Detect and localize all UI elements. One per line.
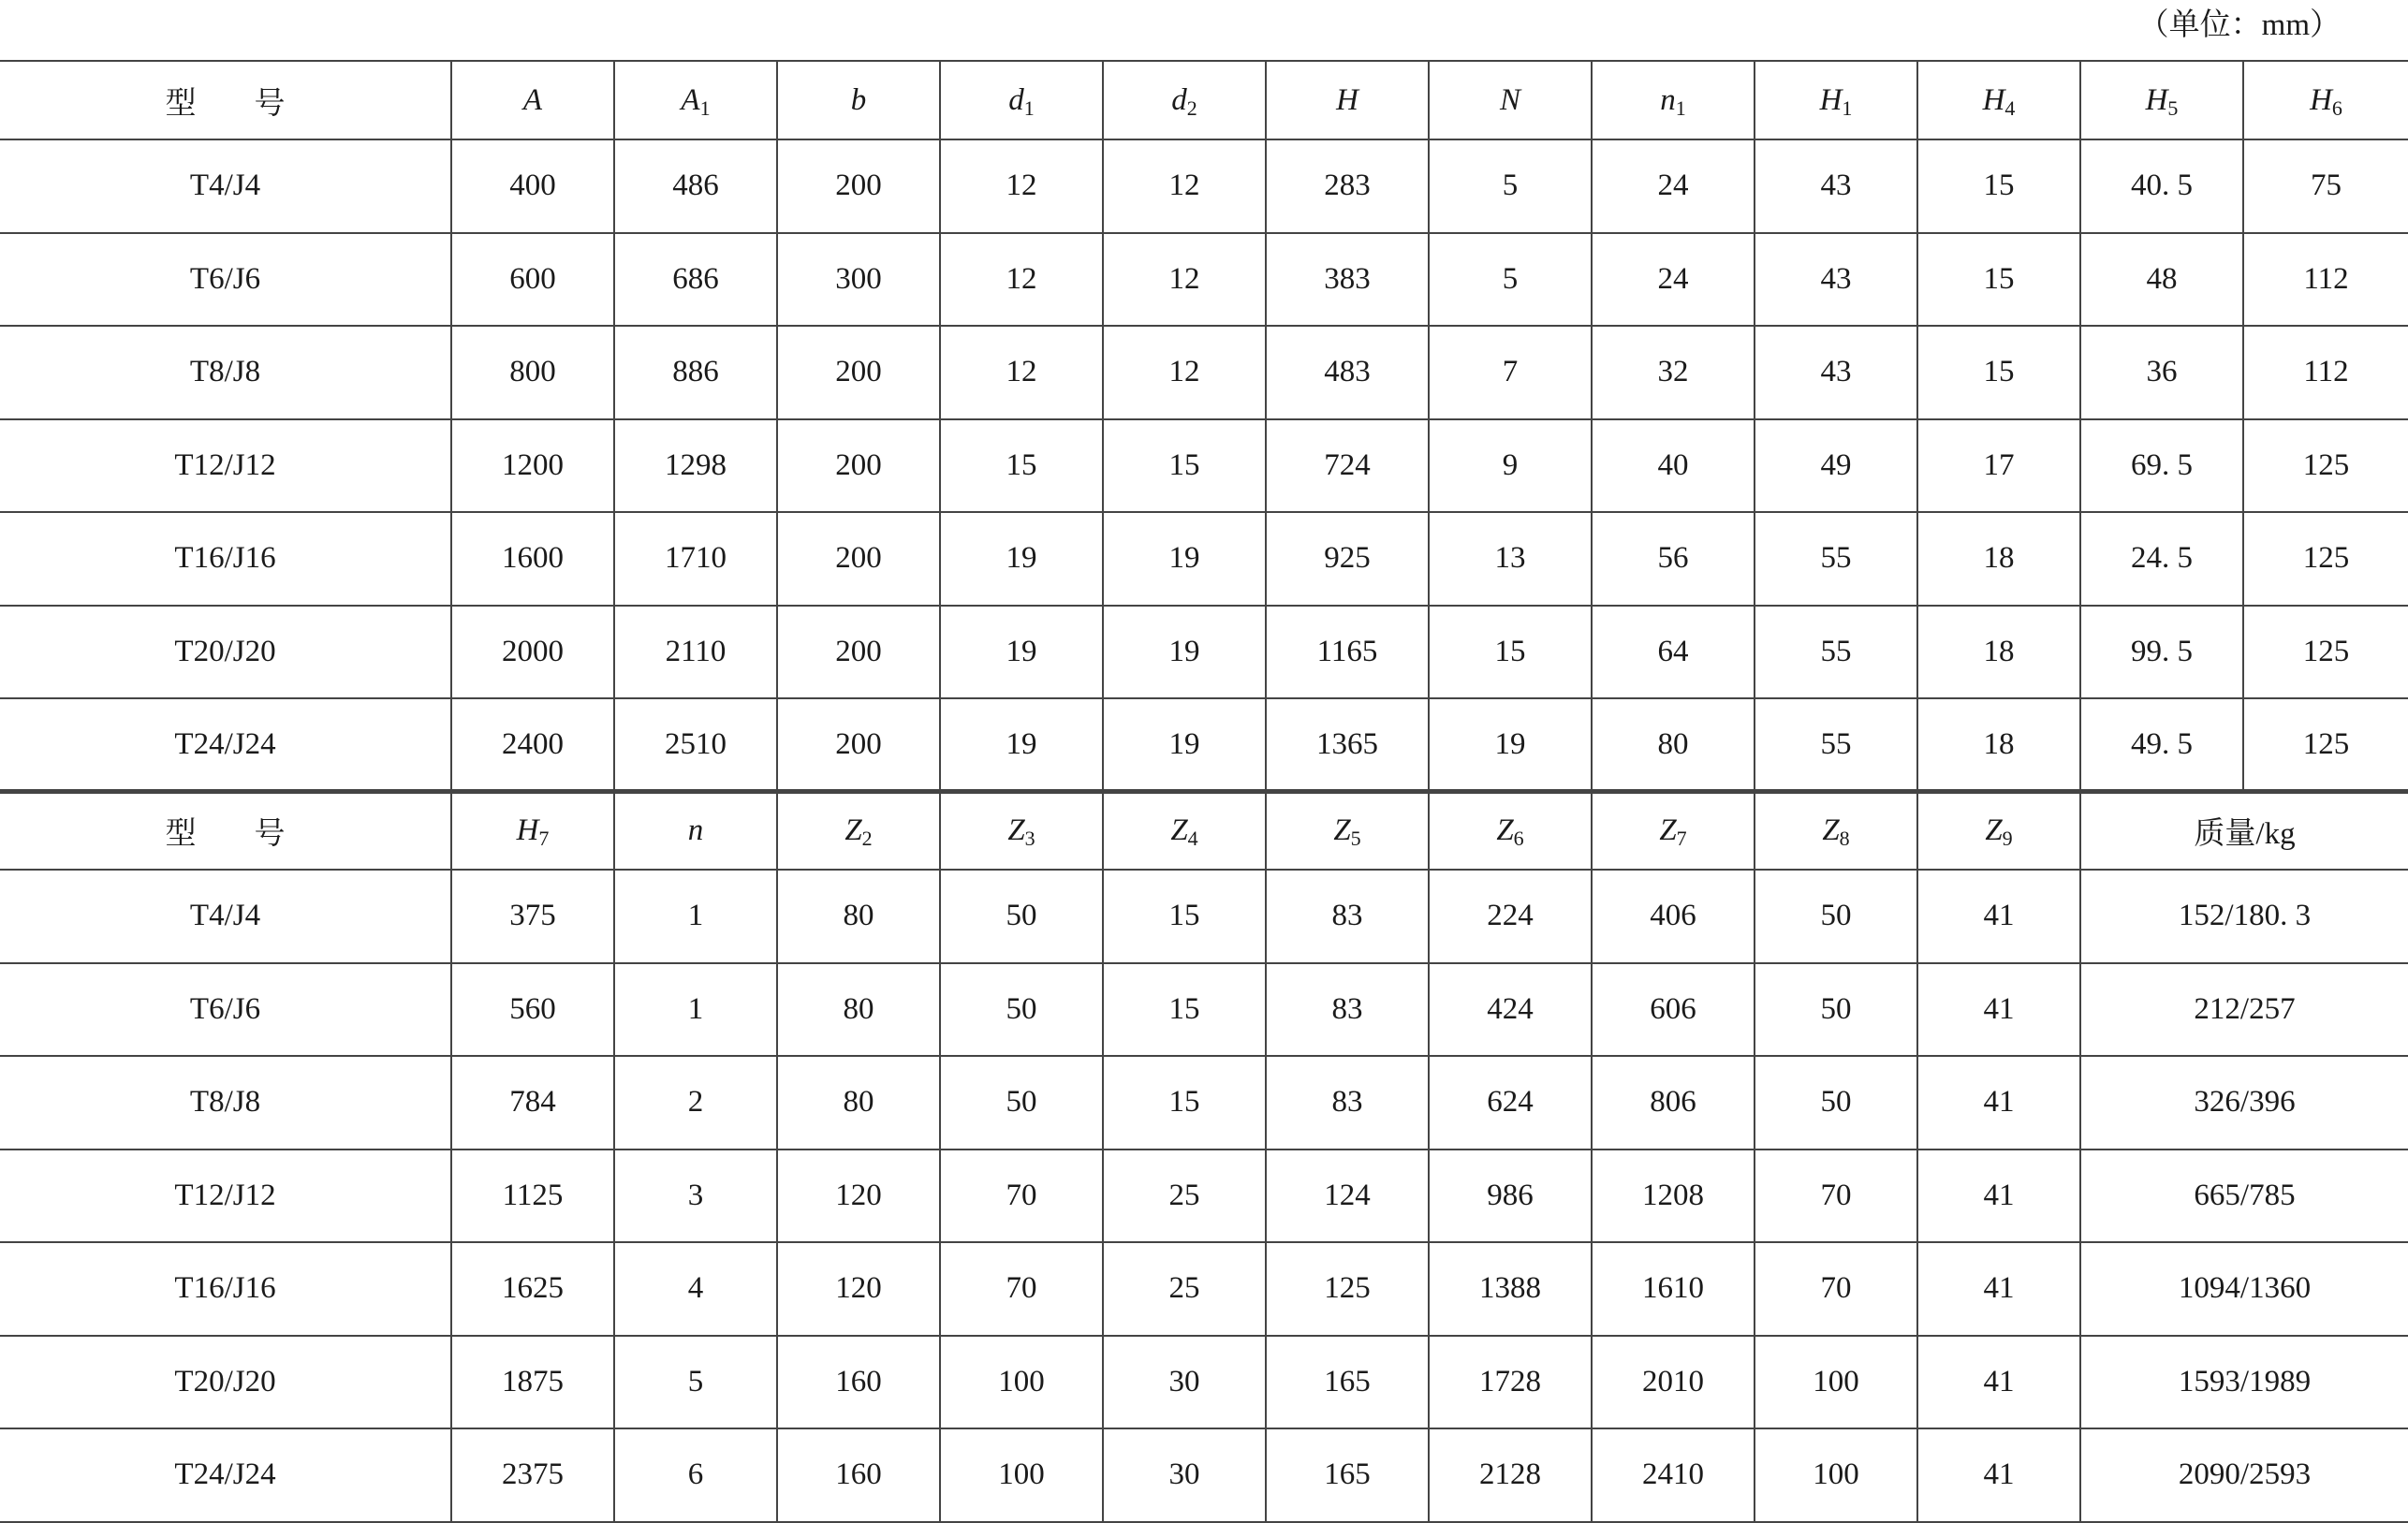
value-cell: 2090/2593 — [2080, 1428, 2408, 1522]
value-cell: 125 — [2243, 698, 2408, 792]
model-cell: T20/J20 — [0, 1336, 451, 1429]
value-cell: 200 — [777, 139, 940, 233]
value-cell: 15 — [1917, 139, 2080, 233]
column-header — [1429, 791, 1592, 870]
value-cell: 83 — [1266, 963, 1429, 1057]
value-cell: 69. 5 — [2080, 419, 2243, 513]
header-symbol: Z — [1985, 813, 2003, 847]
value-cell: 1 — [614, 963, 777, 1057]
column-header — [1592, 61, 1755, 139]
value-cell: 100 — [940, 1428, 1103, 1522]
value-cell: 50 — [1755, 963, 1917, 1057]
value-cell: 83 — [1266, 870, 1429, 963]
model-cell: T8/J8 — [0, 326, 451, 419]
value-cell: 80 — [1592, 698, 1755, 792]
value-cell: 13 — [1429, 512, 1592, 606]
column-header — [1266, 61, 1429, 139]
value-cell: 15 — [1917, 233, 2080, 327]
value-cell: 25 — [1103, 1242, 1266, 1336]
mass-column-header: 质量/kg — [2080, 791, 2408, 870]
value-cell: 19 — [940, 512, 1103, 606]
table-row — [0, 326, 2408, 419]
value-cell: 41 — [1917, 1242, 2080, 1336]
value-cell: 2510 — [614, 698, 777, 792]
value-cell: 152/180. 3 — [2080, 870, 2408, 963]
header-subscript: 7 — [538, 826, 550, 850]
value-cell: 200 — [777, 606, 940, 699]
value-cell: 50 — [1755, 1056, 1917, 1150]
header-symbol: d — [1171, 82, 1187, 117]
value-cell: 40. 5 — [2080, 139, 2243, 233]
value-cell: 18 — [1917, 698, 2080, 792]
value-cell: 160 — [777, 1336, 940, 1429]
column-header — [1755, 61, 1917, 139]
value-cell: 41 — [1917, 1336, 2080, 1429]
header-symbol: A — [522, 82, 543, 117]
value-cell: 1600 — [451, 512, 614, 606]
model-cell: T20/J20 — [0, 606, 451, 699]
value-cell: 2375 — [451, 1428, 614, 1522]
header-subscript: 1 — [1842, 95, 1853, 120]
value-cell: 125 — [2243, 419, 2408, 513]
model-column-header — [0, 791, 451, 870]
value-cell: 212/257 — [2080, 963, 2408, 1057]
model-header-char-1: 型 — [165, 816, 197, 851]
header-subscript: 1 — [699, 95, 711, 120]
column-header — [451, 791, 614, 870]
value-cell: 1728 — [1429, 1336, 1592, 1429]
value-cell: 300 — [777, 233, 940, 327]
value-cell: 55 — [1755, 606, 1917, 699]
value-cell: 925 — [1266, 512, 1429, 606]
column-header — [614, 791, 777, 870]
value-cell: 600 — [451, 233, 614, 327]
value-cell: 75 — [2243, 139, 2408, 233]
column-header — [2080, 61, 2243, 139]
value-cell: 806 — [1592, 1056, 1755, 1150]
header-symbol: H — [1819, 82, 1843, 117]
value-cell: 43 — [1755, 233, 1917, 327]
model-cell: T24/J24 — [0, 698, 451, 792]
column-header — [1266, 791, 1429, 870]
table-row — [0, 963, 2408, 1057]
value-cell: 483 — [1266, 326, 1429, 419]
value-cell: 1125 — [451, 1150, 614, 1243]
value-cell: 25 — [1103, 1150, 1266, 1243]
header-subscript: 5 — [1350, 826, 1361, 850]
value-cell: 70 — [940, 1150, 1103, 1243]
header-symbol: H — [2310, 82, 2332, 117]
column-header — [1429, 61, 1592, 139]
header-symbol: b — [850, 82, 867, 117]
header-subscript: 1 — [1675, 95, 1686, 120]
value-cell: 5 — [614, 1336, 777, 1429]
model-cell: T4/J4 — [0, 139, 451, 233]
value-cell: 30 — [1103, 1336, 1266, 1429]
value-cell: 41 — [1917, 1056, 2080, 1150]
value-cell: 70 — [1755, 1242, 1917, 1336]
value-cell: 986 — [1429, 1150, 1592, 1243]
value-cell: 15 — [1103, 870, 1266, 963]
table-row — [0, 1056, 2408, 1150]
value-cell: 41 — [1917, 1428, 2080, 1522]
value-cell: 125 — [2243, 512, 2408, 606]
value-cell: 41 — [1917, 963, 2080, 1057]
value-cell: 48 — [2080, 233, 2243, 327]
column-header — [451, 61, 614, 139]
value-cell: 17 — [1917, 419, 2080, 513]
value-cell: 200 — [777, 326, 940, 419]
column-header — [940, 791, 1103, 870]
table-row — [0, 139, 2408, 233]
value-cell: 41 — [1917, 1150, 2080, 1243]
value-cell: 165 — [1266, 1336, 1429, 1429]
value-cell: 112 — [2243, 233, 2408, 327]
value-cell: 2128 — [1429, 1428, 1592, 1522]
model-cell: T24/J24 — [0, 1428, 451, 1522]
value-cell: 3 — [614, 1150, 777, 1243]
value-cell: 100 — [1755, 1336, 1917, 1429]
value-cell: 12 — [1103, 233, 1266, 327]
value-cell: 686 — [614, 233, 777, 327]
model-header-char-2: 号 — [254, 816, 286, 851]
column-header — [940, 61, 1103, 139]
value-cell: 9 — [1429, 419, 1592, 513]
value-cell: 1875 — [451, 1336, 614, 1429]
value-cell: 1094/1360 — [2080, 1242, 2408, 1336]
value-cell: 15 — [1917, 326, 2080, 419]
table-row — [0, 1428, 2408, 1522]
header-symbol: Z — [1170, 813, 1188, 847]
value-cell: 2410 — [1592, 1428, 1755, 1522]
unit-note: （单位：mm） — [2137, 8, 2341, 42]
value-cell: 375 — [451, 870, 614, 963]
value-cell: 24 — [1592, 139, 1755, 233]
value-cell: 6 — [614, 1428, 777, 1522]
header-row — [0, 791, 2408, 870]
value-cell: 7 — [1429, 326, 1592, 419]
header-subscript: 5 — [2167, 95, 2179, 120]
value-cell: 406 — [1592, 870, 1755, 963]
value-cell: 1165 — [1266, 606, 1429, 699]
header-symbol: H — [516, 813, 539, 847]
value-cell: 283 — [1266, 139, 1429, 233]
value-cell: 2010 — [1592, 1336, 1755, 1429]
value-cell: 724 — [1266, 419, 1429, 513]
dimension-table-top — [0, 60, 2408, 794]
header-symbol: H — [1982, 82, 2005, 117]
value-cell: 70 — [1755, 1150, 1917, 1243]
value-cell: 12 — [1103, 139, 1266, 233]
value-cell: 120 — [777, 1150, 940, 1243]
model-cell: T8/J8 — [0, 1056, 451, 1150]
value-cell: 80 — [777, 963, 940, 1057]
value-cell: 125 — [2243, 606, 2408, 699]
value-cell: 50 — [1755, 870, 1917, 963]
value-cell: 15 — [1429, 606, 1592, 699]
value-cell: 80 — [777, 870, 940, 963]
column-header — [777, 61, 940, 139]
value-cell: 200 — [777, 419, 940, 513]
value-cell: 15 — [1103, 1056, 1266, 1150]
value-cell: 55 — [1755, 698, 1917, 792]
value-cell: 2000 — [451, 606, 614, 699]
value-cell: 1 — [614, 870, 777, 963]
value-cell: 200 — [777, 698, 940, 792]
value-cell: 5 — [1429, 233, 1592, 327]
header-symbol: n — [1660, 82, 1676, 117]
header-symbol: Z — [1007, 813, 1025, 847]
value-cell: 1208 — [1592, 1150, 1755, 1243]
model-column-header — [0, 61, 451, 139]
value-cell: 2400 — [451, 698, 614, 792]
value-cell: 112 — [2243, 326, 2408, 419]
value-cell: 12 — [1103, 326, 1266, 419]
value-cell: 50 — [940, 963, 1103, 1057]
value-cell: 1298 — [614, 419, 777, 513]
value-cell: 19 — [1429, 698, 1592, 792]
value-cell: 12 — [940, 233, 1103, 327]
header-subscript: 8 — [1839, 826, 1850, 850]
value-cell: 19 — [1103, 512, 1266, 606]
value-cell: 1593/1989 — [2080, 1336, 2408, 1429]
table-row — [0, 1242, 2408, 1336]
column-header — [777, 791, 940, 870]
value-cell: 124 — [1266, 1150, 1429, 1243]
value-cell: 2110 — [614, 606, 777, 699]
model-cell: T16/J16 — [0, 512, 451, 606]
value-cell: 784 — [451, 1056, 614, 1150]
header-symbol: H — [1336, 82, 1358, 117]
header-subscript: 1 — [1023, 95, 1035, 120]
value-cell: 49. 5 — [2080, 698, 2243, 792]
column-header — [614, 61, 777, 139]
value-cell: 1625 — [451, 1242, 614, 1336]
table-row — [0, 870, 2408, 963]
value-cell: 1365 — [1266, 698, 1429, 792]
header-symbol: N — [1499, 82, 1520, 117]
model-header-char-2: 号 — [254, 86, 286, 121]
value-cell: 125 — [1266, 1242, 1429, 1336]
value-cell: 15 — [1103, 963, 1266, 1057]
header-subscript: 6 — [2331, 95, 2342, 120]
value-cell: 40 — [1592, 419, 1755, 513]
header-symbol: d — [1008, 82, 1024, 117]
value-cell: 50 — [940, 1056, 1103, 1150]
header-symbol: Z — [844, 813, 862, 847]
value-cell: 83 — [1266, 1056, 1429, 1150]
value-cell: 1200 — [451, 419, 614, 513]
header-row — [0, 61, 2408, 139]
header-symbol: Z — [1659, 813, 1677, 847]
value-cell: 165 — [1266, 1428, 1429, 1522]
model-cell: T6/J6 — [0, 233, 451, 327]
table-row — [0, 1150, 2408, 1243]
value-cell: 55 — [1755, 512, 1917, 606]
value-cell: 2 — [614, 1056, 777, 1150]
value-cell: 15 — [1103, 419, 1266, 513]
value-cell: 18 — [1917, 512, 2080, 606]
header-symbol: Z — [1333, 813, 1351, 847]
value-cell: 160 — [777, 1428, 940, 1522]
column-header — [1917, 791, 2080, 870]
value-cell: 19 — [940, 606, 1103, 699]
value-cell: 49 — [1755, 419, 1917, 513]
value-cell: 326/396 — [2080, 1056, 2408, 1150]
value-cell: 19 — [1103, 698, 1266, 792]
value-cell: 24. 5 — [2080, 512, 2243, 606]
header-symbol: Z — [1496, 813, 1514, 847]
column-header — [1592, 791, 1755, 870]
header-subscript: 9 — [2002, 826, 2013, 850]
model-cell: T12/J12 — [0, 419, 451, 513]
value-cell: 56 — [1592, 512, 1755, 606]
header-subscript: 4 — [2004, 95, 2016, 120]
value-cell: 400 — [451, 139, 614, 233]
value-cell: 15 — [940, 419, 1103, 513]
value-cell: 424 — [1429, 963, 1592, 1057]
table-row — [0, 512, 2408, 606]
table-row — [0, 698, 2408, 792]
value-cell: 224 — [1429, 870, 1592, 963]
value-cell: 36 — [2080, 326, 2243, 419]
model-cell: T16/J16 — [0, 1242, 451, 1336]
column-header — [1917, 61, 2080, 139]
table-row — [0, 1336, 2408, 1429]
value-cell: 30 — [1103, 1428, 1266, 1522]
model-header-char-1: 型 — [165, 86, 197, 121]
value-cell: 19 — [940, 698, 1103, 792]
value-cell: 70 — [940, 1242, 1103, 1336]
value-cell: 64 — [1592, 606, 1755, 699]
value-cell: 43 — [1755, 326, 1917, 419]
header-symbol: A — [681, 82, 700, 117]
value-cell: 606 — [1592, 963, 1755, 1057]
value-cell: 24 — [1592, 233, 1755, 327]
value-cell: 486 — [614, 139, 777, 233]
header-subscript: 7 — [1676, 826, 1687, 850]
value-cell: 665/785 — [2080, 1150, 2408, 1243]
value-cell: 32 — [1592, 326, 1755, 419]
value-cell: 200 — [777, 512, 940, 606]
value-cell: 800 — [451, 326, 614, 419]
value-cell: 1388 — [1429, 1242, 1592, 1336]
value-cell: 43 — [1755, 139, 1917, 233]
value-cell: 100 — [1755, 1428, 1917, 1522]
column-header — [2243, 61, 2408, 139]
header-subscript: 2 — [1186, 95, 1197, 120]
value-cell: 41 — [1917, 870, 2080, 963]
column-header — [1755, 791, 1917, 870]
model-cell: T4/J4 — [0, 870, 451, 963]
table-row — [0, 606, 2408, 699]
header-subscript: 6 — [1513, 826, 1524, 850]
value-cell: 99. 5 — [2080, 606, 2243, 699]
model-cell: T12/J12 — [0, 1150, 451, 1243]
dimension-table-bottom — [0, 790, 2408, 1523]
column-header — [1103, 791, 1266, 870]
value-cell: 12 — [940, 326, 1103, 419]
table-row — [0, 233, 2408, 327]
header-symbol: Z — [1822, 813, 1840, 847]
value-cell: 560 — [451, 963, 614, 1057]
value-cell: 100 — [940, 1336, 1103, 1429]
value-cell: 5 — [1429, 139, 1592, 233]
header-subscript: 3 — [1024, 826, 1035, 850]
model-cell: T6/J6 — [0, 963, 451, 1057]
column-header — [1103, 61, 1266, 139]
table-row — [0, 419, 2408, 513]
value-cell: 624 — [1429, 1056, 1592, 1150]
value-cell: 886 — [614, 326, 777, 419]
header-subscript: 4 — [1187, 826, 1198, 850]
value-cell: 120 — [777, 1242, 940, 1336]
value-cell: 1610 — [1592, 1242, 1755, 1336]
value-cell: 1710 — [614, 512, 777, 606]
header-subscript: 2 — [861, 826, 873, 850]
value-cell: 12 — [940, 139, 1103, 233]
value-cell: 50 — [940, 870, 1103, 963]
value-cell: 18 — [1917, 606, 2080, 699]
value-cell: 383 — [1266, 233, 1429, 327]
value-cell: 4 — [614, 1242, 777, 1336]
value-cell: 19 — [1103, 606, 1266, 699]
header-symbol: n — [687, 813, 704, 847]
value-cell: 80 — [777, 1056, 940, 1150]
header-symbol: H — [2145, 82, 2168, 117]
